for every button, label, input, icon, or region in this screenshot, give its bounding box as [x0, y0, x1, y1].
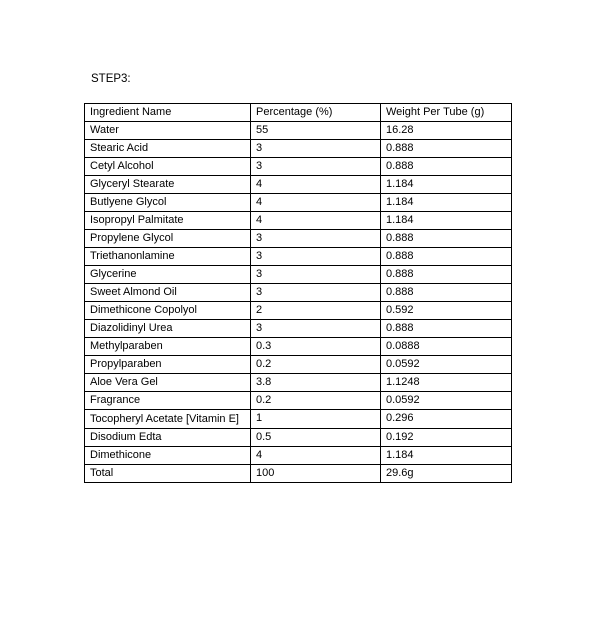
ingredient-cell: Sweet Almond Oil [85, 284, 251, 302]
header-percentage: Percentage (%) [251, 104, 381, 122]
percentage-cell: 3 [251, 158, 381, 176]
table-row [85, 447, 512, 465]
weight-cell: 0.192 [381, 429, 512, 447]
ingredient-cell: Water [85, 122, 251, 140]
weight-cell: 0.296 [381, 410, 512, 429]
percentage-cell: 55 [251, 122, 381, 140]
weight-cell: 0.888 [381, 266, 512, 284]
table-row [85, 302, 512, 320]
ingredient-cell: Diazolidinyl Urea [85, 320, 251, 338]
weight-cell: 0.0592 [381, 356, 512, 374]
percentage-cell: 0.2 [251, 392, 381, 410]
weight-cell: 1.184 [381, 176, 512, 194]
header-ingredient-name: Ingredient Name [85, 104, 251, 122]
ingredient-cell: Dimethicone Copolyol [85, 302, 251, 320]
ingredient-cell: Aloe Vera Gel [85, 374, 251, 392]
weight-cell: 16.28 [381, 122, 512, 140]
ingredient-cell: Propylene Glycol [85, 230, 251, 248]
percentage-cell: 0.2 [251, 356, 381, 374]
weight-cell: 0.888 [381, 284, 512, 302]
table-row [85, 266, 512, 284]
percentage-cell: 3.8 [251, 374, 381, 392]
table-row [85, 176, 512, 194]
step-heading: STEP3: [91, 73, 131, 85]
ingredient-cell: Isopropyl Palmitate [85, 212, 251, 230]
weight-cell: 1.1248 [381, 374, 512, 392]
weight-cell: 1.184 [381, 212, 512, 230]
ingredient-cell: Fragrance [85, 392, 251, 410]
table-row [85, 140, 512, 158]
ingredients-table [84, 103, 512, 483]
ingredient-cell: Tocopheryl Acetate [Vitamin E] [85, 410, 251, 429]
percentage-cell: 4 [251, 176, 381, 194]
table-row [85, 248, 512, 266]
table-row [85, 429, 512, 447]
ingredient-cell: Disodium Edta [85, 429, 251, 447]
table-row [85, 194, 512, 212]
weight-cell: 0.592 [381, 302, 512, 320]
weight-cell: 0.888 [381, 248, 512, 266]
ingredient-cell: Propylparaben [85, 356, 251, 374]
percentage-cell: 3 [251, 248, 381, 266]
table-row [85, 410, 512, 429]
table-row [85, 212, 512, 230]
total-label-cell: Total [85, 465, 251, 483]
percentage-cell: 3 [251, 140, 381, 158]
percentage-cell: 0.5 [251, 429, 381, 447]
ingredient-cell: Triethanonlamine [85, 248, 251, 266]
percentage-cell: 0.3 [251, 338, 381, 356]
percentage-cell: 4 [251, 194, 381, 212]
table-total-row [85, 465, 512, 483]
weight-cell: 0.888 [381, 320, 512, 338]
table-row [85, 230, 512, 248]
table-row [85, 158, 512, 176]
table-row [85, 320, 512, 338]
ingredient-cell: Butlyene Glycol [85, 194, 251, 212]
header-weight-per-tube: Weight Per Tube (g) [381, 104, 512, 122]
table-row [85, 392, 512, 410]
percentage-cell: 2 [251, 302, 381, 320]
percentage-cell: 1 [251, 410, 381, 429]
total-weight-cell: 29.6g [381, 465, 512, 483]
weight-cell: 0.888 [381, 140, 512, 158]
ingredient-cell: Cetyl Alcohol [85, 158, 251, 176]
table-row [85, 374, 512, 392]
ingredient-cell: Dimethicone [85, 447, 251, 465]
percentage-cell: 3 [251, 320, 381, 338]
percentage-cell: 3 [251, 266, 381, 284]
ingredient-cell: Glyceryl Stearate [85, 176, 251, 194]
weight-cell: 0.888 [381, 230, 512, 248]
total-percentage-cell: 100 [251, 465, 381, 483]
weight-cell: 1.184 [381, 194, 512, 212]
weight-cell: 0.888 [381, 158, 512, 176]
table-row [85, 284, 512, 302]
percentage-cell: 3 [251, 284, 381, 302]
table-row [85, 356, 512, 374]
table-header-row [85, 104, 512, 122]
percentage-cell: 4 [251, 447, 381, 465]
weight-cell: 0.0592 [381, 392, 512, 410]
percentage-cell: 3 [251, 230, 381, 248]
weight-cell: 1.184 [381, 447, 512, 465]
percentage-cell: 4 [251, 212, 381, 230]
ingredient-cell: Methylparaben [85, 338, 251, 356]
ingredient-cell: Glycerine [85, 266, 251, 284]
weight-cell: 0.0888 [381, 338, 512, 356]
ingredient-cell: Stearic Acid [85, 140, 251, 158]
table-row [85, 122, 512, 140]
table-row [85, 338, 512, 356]
